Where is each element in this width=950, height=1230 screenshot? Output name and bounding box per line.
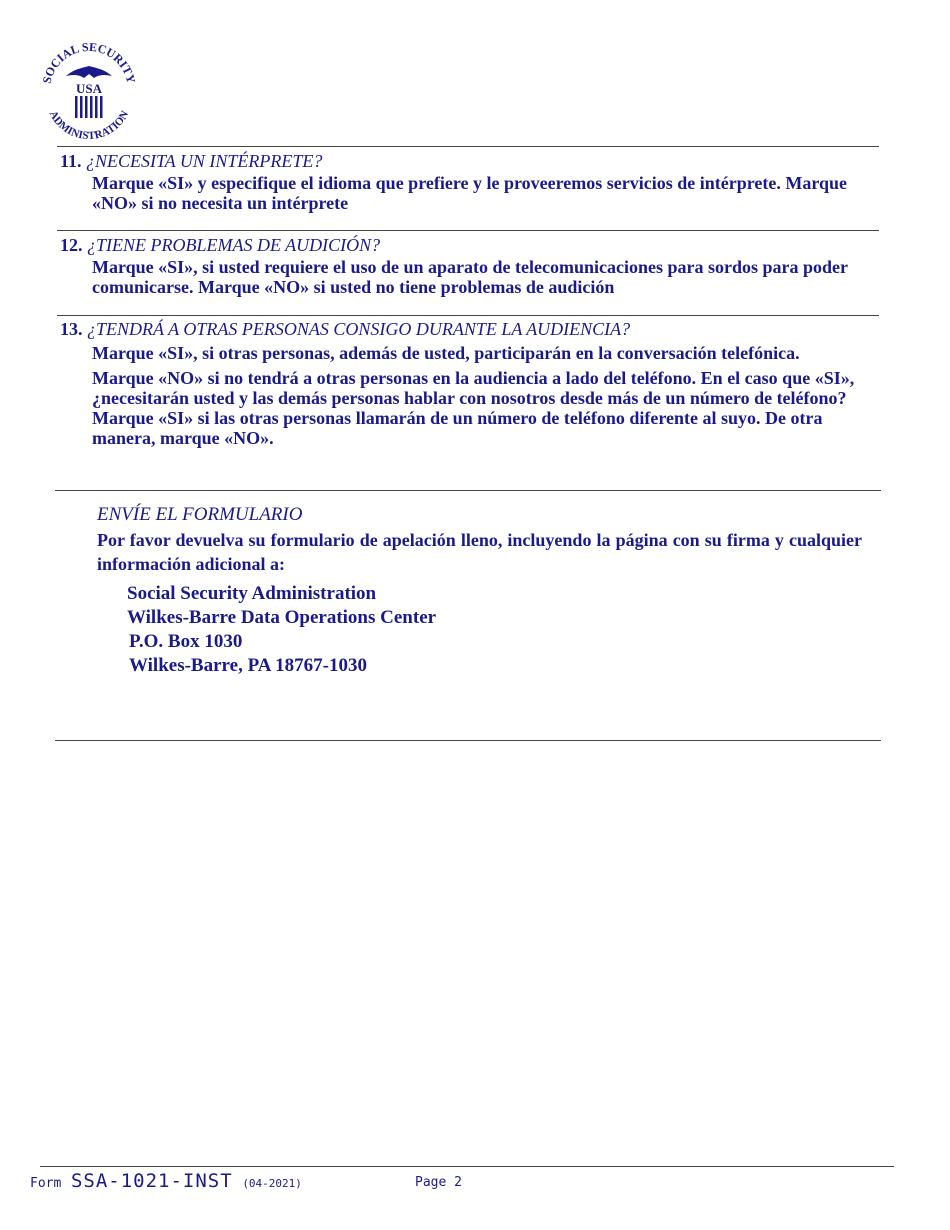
seal-arc-top-text: SOCIAL SECURITY xyxy=(39,39,139,85)
eagle-icon xyxy=(66,66,112,78)
seal-center-text: USA xyxy=(75,81,103,96)
divider xyxy=(57,315,879,316)
question-title: ¿TIENE PROBLEMAS DE AUDICIÓN? xyxy=(87,235,381,255)
ssa-seal-logo xyxy=(38,38,140,140)
question-instructions: Marque «SI», si otras personas, además de usted, participarán en la conversación telefónica. xyxy=(92,343,800,363)
question-number: 13. xyxy=(60,319,83,339)
question-instructions: Marque «SI» y especifique el idioma que prefiere y le proveeremos servicios de intérprete. Marque «NO» si no necesita un intérprete xyxy=(92,173,848,213)
shield-stripes-icon xyxy=(75,96,103,118)
form-date: (04-2021) xyxy=(242,1177,302,1190)
question-12 xyxy=(60,233,880,297)
seal-arc-bottom-text: ADMINISTRATION xyxy=(46,108,132,140)
form-label: Form xyxy=(30,1176,62,1191)
send-form-section xyxy=(97,502,862,678)
address-line: Social Security Administration xyxy=(127,583,377,604)
question-13 xyxy=(60,317,880,448)
question-instructions: Marque «SI», si usted requiere el uso de un aparato de telecomunicaciones para sordos para poder comunicarse. Marque «NO» si usted no tiene problemas de audición xyxy=(92,257,848,297)
divider xyxy=(55,740,881,741)
send-instructions: Por favor devuelva su formulario de apelación lleno, incluyendo la página con su firma y cualquier información adicional a: xyxy=(97,530,862,574)
address-line: Wilkes-Barre Data Operations Center xyxy=(127,607,437,628)
question-title: ¿NECESITA UN INTÉRPRETE? xyxy=(86,151,323,171)
page-footer xyxy=(30,1170,890,1192)
question-instructions: Marque «NO» si no tendrá a otras personas en la audiencia a lado del teléfono. En el caso que «SI», ¿necesitarán usted y las demás personas hablar con nosotros desde más de un número de teléfono? Marque «SI» si las otras personas llamarán de un número de teléfono diferente al suyo. De otra manera, marque «NO». xyxy=(92,368,855,448)
address-line: Wilkes-Barre, PA 18767-1030 xyxy=(129,655,368,676)
question-number: 11. xyxy=(60,151,82,171)
address-line: P.O. Box 1030 xyxy=(129,631,243,652)
question-number: 12. xyxy=(60,235,83,255)
divider xyxy=(57,230,879,231)
section-title: ENVÍE EL FORMULARIO xyxy=(97,504,303,525)
question-title: ¿TENDRÁ A OTRAS PERSONAS CONSIGO DURANTE LA AUDIENCIA? xyxy=(87,319,631,339)
page-number: Page 2 xyxy=(415,1175,462,1190)
divider xyxy=(57,146,879,147)
form-code: SSA-1021-INST xyxy=(70,1170,233,1192)
divider xyxy=(40,1166,894,1167)
mailing-address xyxy=(127,582,862,678)
divider xyxy=(55,490,881,491)
question-11 xyxy=(60,149,880,213)
